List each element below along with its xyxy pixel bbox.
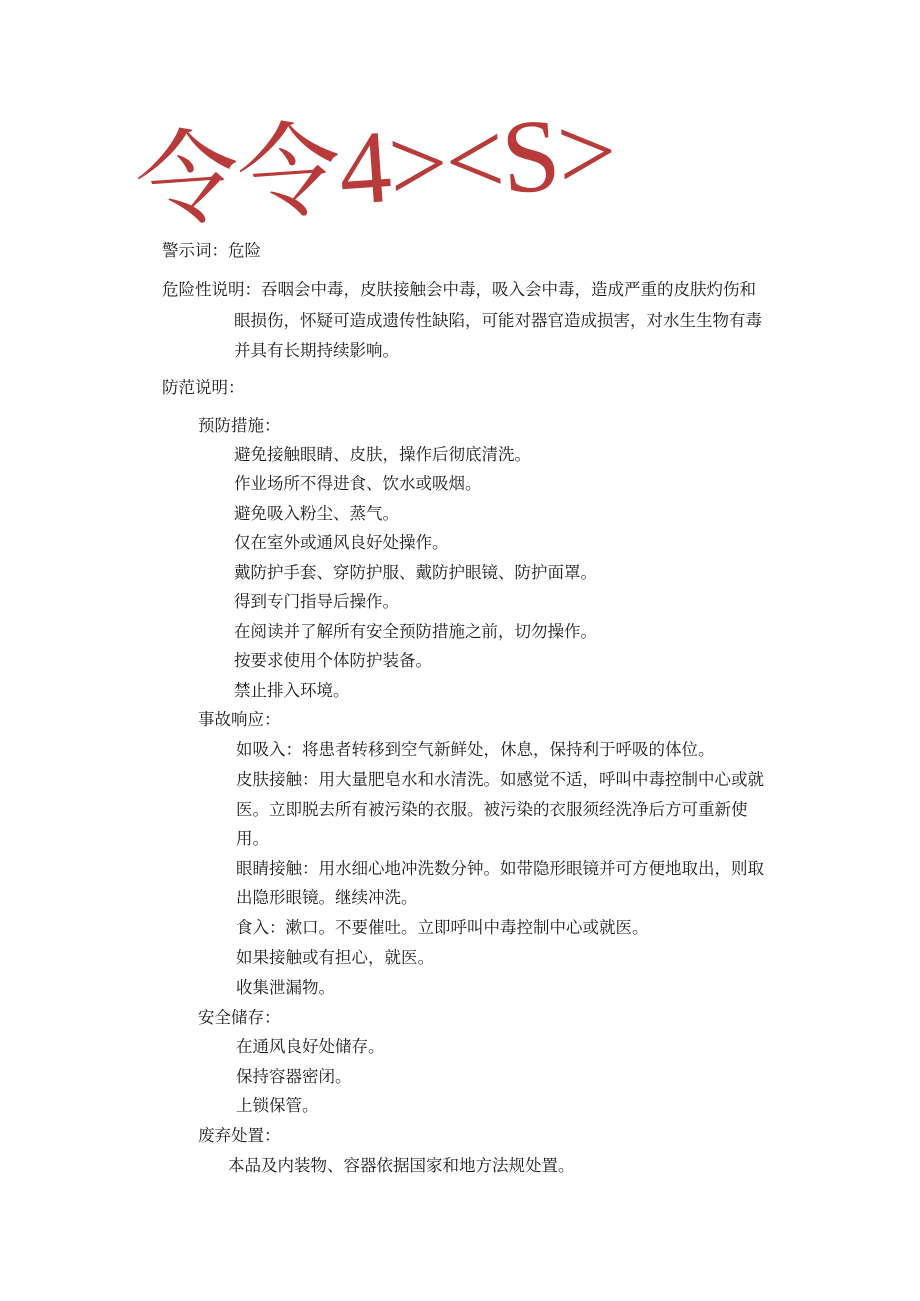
storage-item: 上锁保管。 bbox=[236, 1096, 319, 1115]
prevention-item: 避免吸入粉尘、蒸气。 bbox=[234, 504, 399, 523]
response-line: 如吸入：将患者转移到空气新鲜处，休息，保持利于呼吸的体位。 bbox=[236, 740, 715, 759]
prevention-item: 仅在室外或通风良好处操作。 bbox=[234, 533, 449, 552]
storage-item: 保持容器密闭。 bbox=[236, 1067, 352, 1086]
response-line: 医。立即脱去所有被污染的衣服。被污染的衣服须经洗净后方可重新使 bbox=[236, 800, 748, 819]
hazard-pictogram-banner bbox=[131, 93, 619, 242]
response-line: 如果接触或有担心，就医。 bbox=[236, 948, 434, 967]
response-line: 收集泄漏物。 bbox=[236, 978, 335, 997]
prevention-item: 按要求使用个体防护装备。 bbox=[234, 651, 432, 670]
disposal-heading: 废弃处置： bbox=[198, 1126, 281, 1145]
banner-text: 令令4><S> bbox=[131, 93, 619, 242]
precaution-heading: 防范说明： bbox=[162, 378, 245, 397]
prevention-item: 得到专门指导后操作。 bbox=[234, 592, 399, 611]
prevention-heading: 预防措施： bbox=[198, 416, 281, 435]
response-line: 皮肤接触：用大量肥皂水和水清洗。如感觉不适，呼叫中毒控制中心或就 bbox=[236, 770, 764, 789]
storage-item: 在通风良好处储存。 bbox=[236, 1037, 385, 1056]
response-line: 食入：漱口。不要催吐。立即呼叫中毒控制中心或就医。 bbox=[236, 918, 649, 937]
signal-word: 警示词：危险 bbox=[162, 241, 261, 260]
prevention-item: 作业场所不得进食、饮水或吸烟。 bbox=[234, 474, 482, 493]
prevention-item: 避免接触眼睛、皮肤，操作后彻底清洗。 bbox=[234, 445, 531, 464]
storage-heading: 安全储存： bbox=[198, 1008, 281, 1027]
prevention-item: 戴防护手套、穿防护服、戴防护眼镜、防护面罩。 bbox=[234, 563, 597, 582]
hazard-statement-line: 眼损伤，怀疑可造成遗传性缺陷，可能对器官造成损害，对水生生物有毒 bbox=[234, 311, 762, 330]
hazard-statement-line: 并具有长期持续影响。 bbox=[234, 341, 399, 360]
response-line: 出隐形眼镜。继续冲洗。 bbox=[236, 888, 418, 907]
disposal-text: 本品及内装物、容器依据国家和地方法规处置。 bbox=[228, 1156, 575, 1175]
response-line: 用。 bbox=[236, 829, 269, 848]
response-line: 眼睛接触：用水细心地冲洗数分钟。如带隐形眼镜并可方便地取出，则取 bbox=[236, 859, 764, 878]
prevention-item: 禁止排入环境。 bbox=[234, 681, 350, 700]
prevention-item: 在阅读并了解所有安全预防措施之前，切勿操作。 bbox=[234, 622, 597, 641]
response-heading: 事故响应： bbox=[198, 710, 281, 729]
hazard-statement-line: 危险性说明：吞咽会中毒，皮肤接触会中毒，吸入会中毒，造成严重的皮肤灼伤和 bbox=[162, 280, 756, 299]
